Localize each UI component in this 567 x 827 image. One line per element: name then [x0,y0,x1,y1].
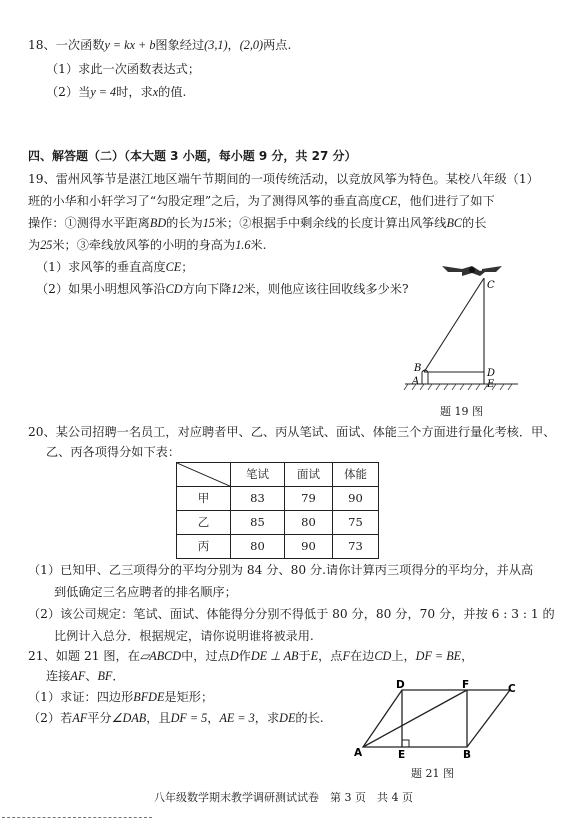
q18-stem: 18、一次函数y = kx + b图象经过(3,1)，(2,0)两点. [28,38,292,52]
table-row [177,511,379,535]
q21-line2: 连接AF、BF． [46,669,125,683]
table-header: 笔试 [231,463,285,487]
q19-line2: 班的小华和小轩学习了“勾股定理”之后，为了测得风筝的垂直高度CE，他们进行了如下 [28,194,495,208]
figure-19 [400,260,530,410]
q21-part1: （1）求证：四边形BFDE是矩形； [28,690,214,704]
label-D: D [487,368,496,379]
table-header: 面试 [285,463,333,487]
q20-part2-line2: 比例计入总分．根据规定，请你说明谁将被录用. [54,629,314,643]
table-cell: 80 [285,511,333,535]
table-cell: 乙 [177,511,231,535]
table-cell: 85 [231,511,285,535]
section-heading: 四、解答题（二）（本大题 3 小题，每小题 9 分，共 27 分） [28,149,357,163]
label-A: A [354,747,363,759]
q20-part1-line2: 到低确定三名应聘者的排名顺序； [54,585,237,599]
table-cell: 80 [231,535,285,559]
score-table [176,462,379,559]
figure-21-caption: 题 21 图 [411,767,454,780]
table-cell: 83 [231,487,285,511]
q18-part1: （1）求此一次函数表达式； [46,62,201,76]
q19-line4: 为25米；③牵线放风筝的小明的身高为1.6米. [28,238,267,252]
q19-line1: 19、雷州风筝节是湛江地区端午节期间的一项传统活动，以竞放风筝为特色。某校八年级（1） [28,172,539,186]
q19-part2: （2）如果小明想风筝沿CD方向下降12米，则他应该往回收线多少米? [36,282,409,296]
table-header-row [177,463,379,487]
table-row [177,487,379,511]
table-cell: 甲 [177,487,231,511]
figure-19-caption: 题 19 图 [440,405,483,418]
page-footer: 八年级数学期末教学调研测试试卷 第 3 页 共 4 页 [154,791,413,804]
q18-part2: （2）当y = 4时，求x的值. [46,85,187,99]
table-row [177,535,379,559]
table-cell: 79 [285,487,333,511]
label-F: F [462,680,470,691]
kite-icon [442,266,502,276]
q21-part2: （2）若AF平分∠DAB，且DF = 5，AE = 3，求DE的长. [28,711,324,725]
table-header: 体能 [333,463,379,487]
label-C: C [487,280,495,291]
cut-line [2,817,152,818]
label-D: D [396,680,405,691]
label-A: A [412,376,420,387]
table-cell: 丙 [177,535,231,559]
table-cell: 73 [333,535,379,559]
q20-line2: 乙、丙各项得分如下表： [46,445,181,459]
table-corner-cell [177,463,231,487]
table-cell: 90 [333,487,379,511]
table-cell: 75 [333,511,379,535]
label-B: B [463,749,472,760]
label-E: E [398,749,406,760]
label-E: E [487,379,495,390]
q19-part1: （1）求风筝的垂直高度CE； [36,260,194,274]
figure-21 [350,680,530,760]
q21-line1: 21、如题 21 图，在▱ABCD中，过点D作DE ⊥ AB于E，点F在边CD上，DF = BE， [28,649,474,663]
table-cell: 90 [285,535,333,559]
q20-part1-line1: （1）已知甲、乙三项得分的平均分别为 84 分、80 分.请你计算丙三项得分的平均分，并从高 [28,563,534,577]
q20-line1: 20、某公司招聘一名员工，对应聘者甲、乙、丙从笔试、面试、体能三个方面进行量化考核．甲、 [28,425,556,439]
label-B: B [414,363,422,374]
q19-line3: 操作：①测得水平距离BD的长为15米；②根据手中剩余线的长度计算出风筝线BC的长 [28,216,487,230]
q20-part2-line1: （2）该公司规定：笔试、面试、体能得分分别不得低于 80 分，80 分，70 分，并按 6 : 3 : 1 的 [28,607,555,621]
label-C: C [508,683,516,695]
